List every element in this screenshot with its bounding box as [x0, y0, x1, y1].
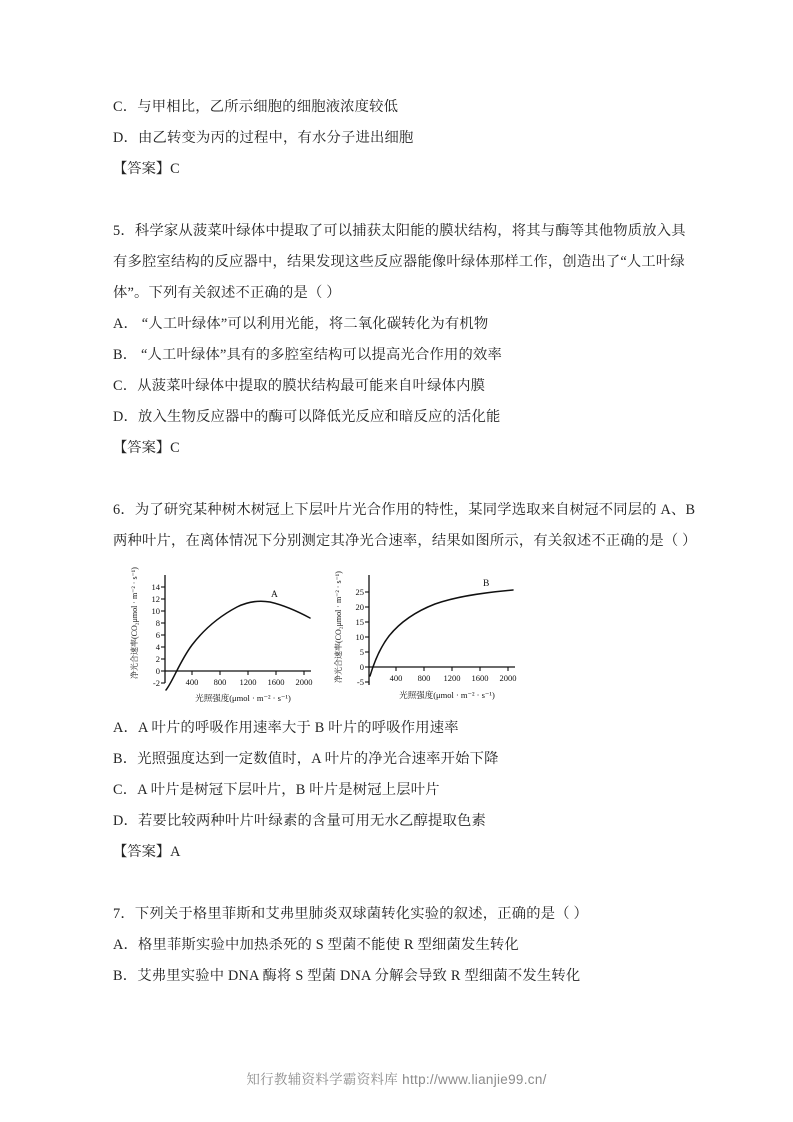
chart-b-svg	[327, 561, 527, 711]
svg-text:1200: 1200	[239, 677, 257, 687]
chart-b-x-tick-labels	[390, 673, 517, 683]
chart-b-y-axis-title: 净光合速率(CO₂μmol · m⁻² · s⁻¹)	[334, 571, 343, 683]
q5-stem-line-2: 有多腔室结构的反应器中，结果发现这些反应器能像叶绿体那样工作，创造出了“人工叶绿	[113, 254, 685, 270]
svg-text:14: 14	[151, 582, 160, 592]
question-5	[113, 216, 686, 464]
q5-option-b: B． “人工叶绿体”具有的多腔室结构可以提高光合作用的效率	[113, 347, 503, 363]
q6-option-d: D．若要比较两种叶片叶绿素的含量可用无水乙醇提取色素	[113, 813, 486, 829]
chart-b-curve	[370, 590, 513, 676]
question-7	[113, 899, 683, 992]
q6-stem-line-1: 6．为了研究某种树木树冠上下层叶片光合作用的特性，某同学选取来自树冠不同层的 A、B	[113, 502, 696, 518]
q4-option-c: C．与甲相比，乙所示细胞的细胞液浓度较低	[113, 99, 399, 115]
chart-a-svg	[125, 561, 325, 711]
svg-text:2000: 2000	[499, 673, 517, 683]
q6-option-b: B．光照强度达到一定数值时，A 叶片的净光合速率开始下降	[113, 751, 499, 767]
footer-watermark: 知行教辅资料学霸资料库 http://www.lianjie99.cn/	[246, 1072, 547, 1087]
svg-text:2: 2	[155, 654, 160, 664]
q5-option-d: D．放入生物反应器中的酶可以降低光反应和暗反应的活化能	[113, 409, 501, 425]
svg-text:0: 0	[359, 662, 364, 672]
chart-a-y-axis-title: 净光合速率(CO₂μmol · m⁻² · s⁻¹)	[130, 567, 139, 679]
document-content	[113, 92, 697, 992]
svg-text:4: 4	[155, 642, 160, 652]
q5-stem-line-3: 体”。下列有关叙述不正确的是（ ）	[113, 285, 341, 301]
figure-chart-b	[327, 561, 527, 711]
question-6-figures	[113, 561, 683, 711]
q7-option-b: B．艾弗里实验中 DNA 酶将 S 型菌 DNA 分解会导致 R 型细菌不发生转化	[113, 968, 581, 984]
q7-stem-line-1: 7．下列关于格里菲斯和艾弗里肺炎双球菌转化实验的叙述，正确的是（ ）	[113, 906, 589, 922]
svg-text:1200: 1200	[443, 673, 461, 683]
svg-text:400: 400	[389, 673, 403, 683]
chart-b-series-label: B	[483, 579, 490, 589]
svg-text:-5: -5	[356, 677, 364, 687]
chart-a-x-axis-title: 光照强度(μmol · m⁻² · s⁻¹)	[195, 693, 291, 703]
chart-b-y-tick-labels	[356, 587, 365, 687]
question-6	[113, 495, 697, 868]
svg-text:12: 12	[151, 594, 160, 604]
q5-option-c: C．从菠菜叶绿体中提取的膜状结构最可能来自叶绿体内膜	[113, 378, 486, 394]
block-spacer	[113, 464, 683, 495]
svg-text:10: 10	[355, 632, 364, 642]
svg-text:10: 10	[151, 606, 160, 616]
q5-stem-line-1: 5．科学家从菠菜叶绿体中提取了可以捕获太阳能的膜状结构，将其与酶等其他物质放入具	[113, 223, 686, 239]
svg-text:20: 20	[355, 602, 364, 612]
q5-answer: 【答案】C	[113, 440, 180, 456]
chart-a-series-label: A	[271, 590, 278, 600]
figure-chart-a	[125, 561, 325, 711]
q6-stem-line-2: 两种叶片，在离体情况下分别测定其净光合速率，结果如图所示，有关叙述不正确的是（ ）	[113, 533, 697, 549]
chart-b-x-axis-title: 光照强度(μmol · m⁻² · s⁻¹)	[399, 690, 495, 700]
svg-text:5: 5	[359, 647, 364, 657]
svg-text:1600: 1600	[267, 677, 285, 687]
svg-text:0: 0	[155, 666, 160, 676]
chart-a-x-tick-labels	[186, 677, 313, 687]
svg-text:6: 6	[155, 630, 160, 640]
svg-text:1600: 1600	[471, 673, 489, 683]
svg-text:8: 8	[155, 618, 160, 628]
q6-answer: 【答案】A	[113, 844, 181, 860]
svg-text:2000: 2000	[295, 677, 313, 687]
svg-text:25: 25	[355, 587, 364, 597]
svg-text:800: 800	[417, 673, 431, 683]
svg-text:-2: -2	[152, 678, 160, 688]
chart-a-y-tick-labels	[152, 582, 161, 688]
question-4-tail	[113, 92, 683, 185]
svg-text:800: 800	[213, 677, 227, 687]
svg-text:15: 15	[355, 617, 364, 627]
q4-option-d: D．由乙转变为丙的过程中，有水分子进出细胞	[113, 130, 414, 146]
block-spacer	[113, 868, 683, 899]
q4-answer: 【答案】C	[113, 161, 180, 177]
block-spacer	[113, 185, 683, 216]
q6-option-c: C．A 叶片是树冠下层叶片，B 叶片是树冠上层叶片	[113, 782, 440, 798]
svg-text:400: 400	[185, 677, 199, 687]
q7-option-a: A．格里菲斯实验中加热杀死的 S 型菌不能使 R 型细菌发生转化	[113, 937, 519, 953]
q5-option-a: A． “人工叶绿体”可以利用光能，将二氧化碳转化为有机物	[113, 316, 489, 332]
q6-option-a: A．A 叶片的呼吸作用速率大于 B 叶片的呼吸作用速率	[113, 720, 459, 736]
